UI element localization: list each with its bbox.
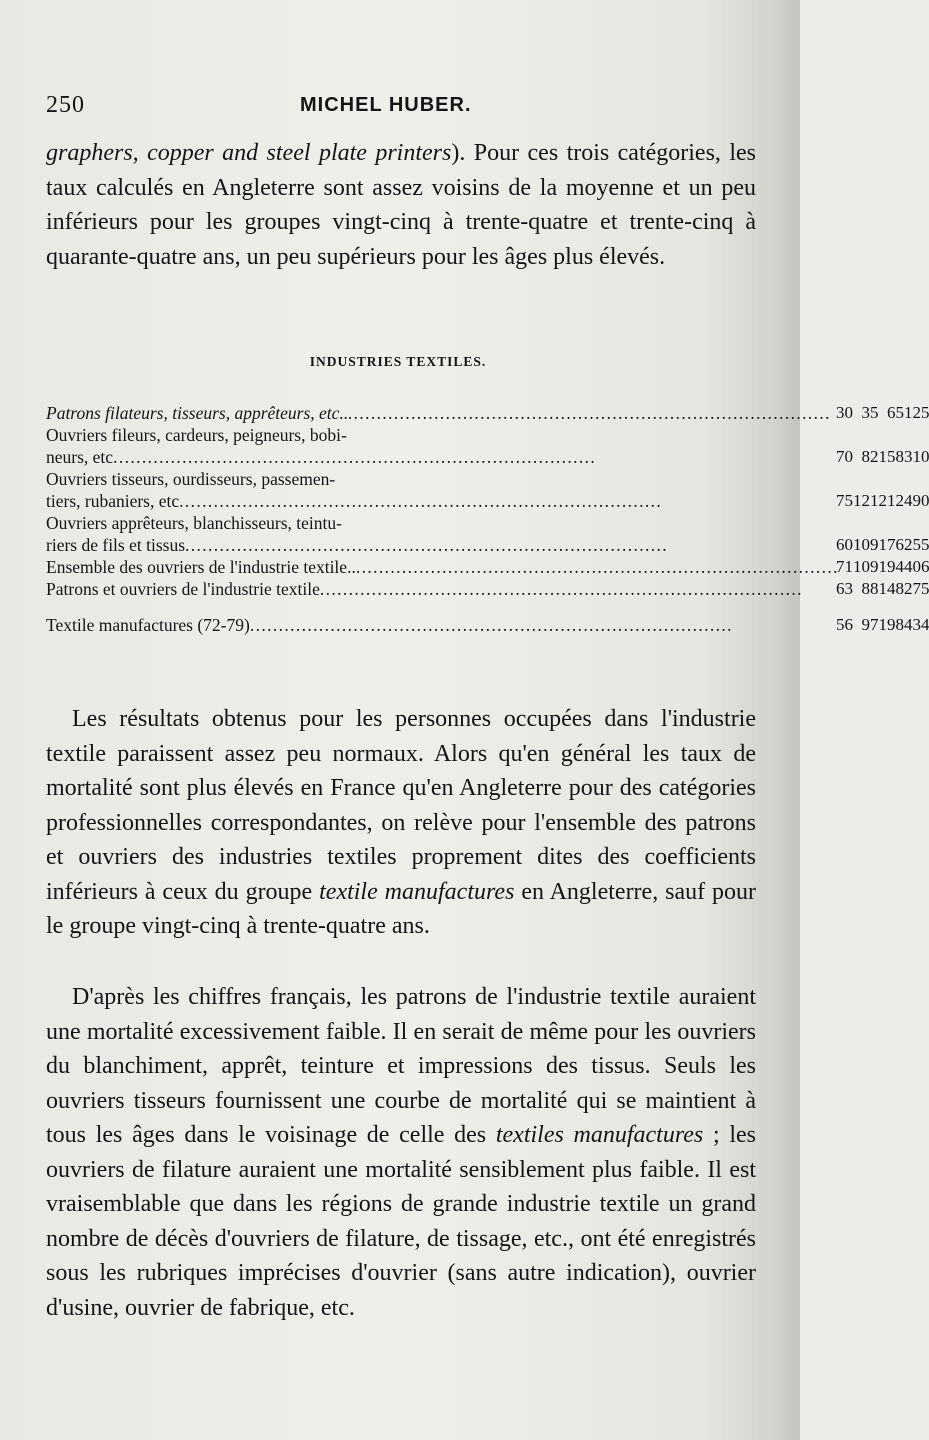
row-value: 65	[886, 403, 904, 422]
row-label-text: Textile manufactures (72-79)	[46, 615, 250, 635]
row-label-line-1: Ouvriers apprêteurs, blanchisseurs, teintu-	[46, 513, 342, 533]
table-row	[46, 556, 929, 578]
leader-dots	[356, 556, 836, 578]
row-label	[46, 600, 836, 636]
row-value: 194	[878, 557, 904, 576]
row-label-line	[46, 534, 836, 556]
table-row	[46, 424, 929, 468]
table-body	[46, 402, 929, 636]
row-value: 109	[852, 557, 879, 576]
row-label-line	[46, 614, 836, 636]
row-label-text: Ensemble des ouvriers de l'industrie textile..	[46, 557, 356, 577]
table-row	[46, 468, 929, 512]
row-label-line	[46, 402, 836, 424]
row-label	[46, 424, 836, 468]
running-head: MICHEL HUBER.	[300, 94, 472, 116]
row-label-text: tiers, rubaniers, etc	[46, 491, 180, 511]
table-row	[46, 578, 929, 600]
row-value: 88	[861, 579, 879, 598]
row-value: 82	[861, 447, 879, 466]
row-label	[46, 468, 836, 512]
table-row	[46, 600, 929, 636]
row-label-line	[46, 446, 836, 468]
paragraph-3	[46, 980, 756, 1325]
row-label-text: riers de fils et tissus	[46, 535, 186, 555]
intro-paragraph	[46, 136, 756, 274]
mortality-table	[46, 402, 929, 636]
leader-dots	[113, 446, 836, 468]
leader-dots	[250, 614, 836, 636]
row-value: 70	[835, 447, 853, 466]
paragraph-3-text-b: ; les ouvriers de filature auraient une mortalité sensiblement plus faible. Il est vraisemblable que dans les régions de grande industrie textile un grand nombre de décès d'ouvriers de filature, de tissage, etc., ont été enregistrés sous les rubriques imprécises d'ouvrier (sans autre indication), ouvrier d'usine, ouvrier de fabrique, etc.	[46, 1122, 757, 1321]
row-value: 255	[903, 535, 929, 554]
paragraph-2-text-a: Les résultats obtenus pour les personnes occupées dans l'industrie textile paraissent assez peu normaux. Alors qu'en général les taux de mortalité sont plus élevés en France qu'en Angleterre pour des catégories professionnelles correspondantes, on relève pour l'ensemble des patrons et ouvriers des industries textiles proprement dites des coefficients inférieurs à ceux du groupe	[46, 706, 756, 905]
row-label-text: Patrons et ouvriers de l'industrie textile	[46, 579, 320, 599]
row-value: 490	[903, 491, 929, 510]
row-label	[46, 402, 836, 424]
row-value: 56	[835, 615, 853, 634]
table-row	[46, 402, 929, 424]
row-label-line	[46, 556, 836, 578]
row-value: 75	[835, 491, 853, 510]
row-value: 212	[878, 491, 904, 510]
row-label	[46, 578, 836, 600]
row-value: 125	[903, 403, 929, 422]
row-value: 35	[861, 403, 879, 422]
leader-dots	[179, 490, 836, 512]
section-title: INDUSTRIES TEXTILES.	[309, 354, 487, 369]
row-label-line-1: Ouvriers fileurs, cardeurs, peigneurs, bobi-	[46, 425, 347, 445]
row-label-text: neurs, etc	[46, 447, 114, 467]
leader-dots	[348, 402, 836, 424]
intro-text: ). Pour ces trois catégories, les taux calculés en Angleterre sont assez voisins de la moyenne et un peu inférieurs pour les groupes vingt-cinq à trente-quatre et trente-cinq à quarante-quatre ans, un peu supérieurs pour les âges plus élevés.	[46, 140, 756, 270]
row-value: 406	[903, 557, 929, 576]
row-value: 60	[835, 535, 853, 554]
paragraph-2-italic: textile manufactures	[319, 878, 515, 905]
paragraph-2-text-b: en Angleterre, sauf pour le groupe vingt-cinq à trente-quatre ans.	[46, 878, 757, 939]
paragraph-3-text-a: D'après les chiffres français, les patrons de l'industrie textile auraient une mortalité excessivement faible. Il en serait de même pour les ouvriers du blanchiment, apprêt, teinture et impressions des tissus. Seuls les ouvriers tisseurs fournissent une courbe de mortalité qui se maintient à tous les âges dans le voisinage de celle des	[46, 984, 756, 1148]
row-value: 158	[878, 447, 904, 466]
row-value: 176	[878, 535, 904, 554]
leader-dots	[320, 578, 836, 600]
row-value: 97	[861, 615, 879, 634]
row-label-line	[46, 578, 836, 600]
row-value: 109	[852, 535, 879, 554]
row-value: 63	[835, 579, 853, 598]
leader-dots	[185, 534, 836, 556]
intro-italic: graphers, copper and steel plate printers	[46, 140, 452, 166]
row-value: 148	[878, 579, 904, 598]
table-row	[46, 512, 929, 556]
row-value: 198	[878, 615, 904, 634]
paragraph-3-italic: textiles manufactures	[495, 1122, 704, 1148]
row-label	[46, 512, 836, 556]
row-label-text: Patrons filateurs, tisseurs, apprêteurs, etc..	[46, 403, 349, 423]
row-value: 121	[852, 491, 879, 510]
page-number: 250	[46, 92, 85, 118]
row-label	[46, 556, 836, 578]
paragraph-2	[46, 702, 756, 944]
row-value: 310	[903, 447, 929, 466]
page-header	[46, 88, 746, 128]
row-value: 30	[835, 403, 853, 422]
row-value: 275	[903, 579, 929, 598]
row-value: 71	[835, 557, 853, 576]
row-label-line-1: Ouvriers tisseurs, ourdisseurs, passemen-	[46, 469, 336, 489]
row-label-line	[46, 490, 836, 512]
row-value: 434	[903, 615, 929, 634]
